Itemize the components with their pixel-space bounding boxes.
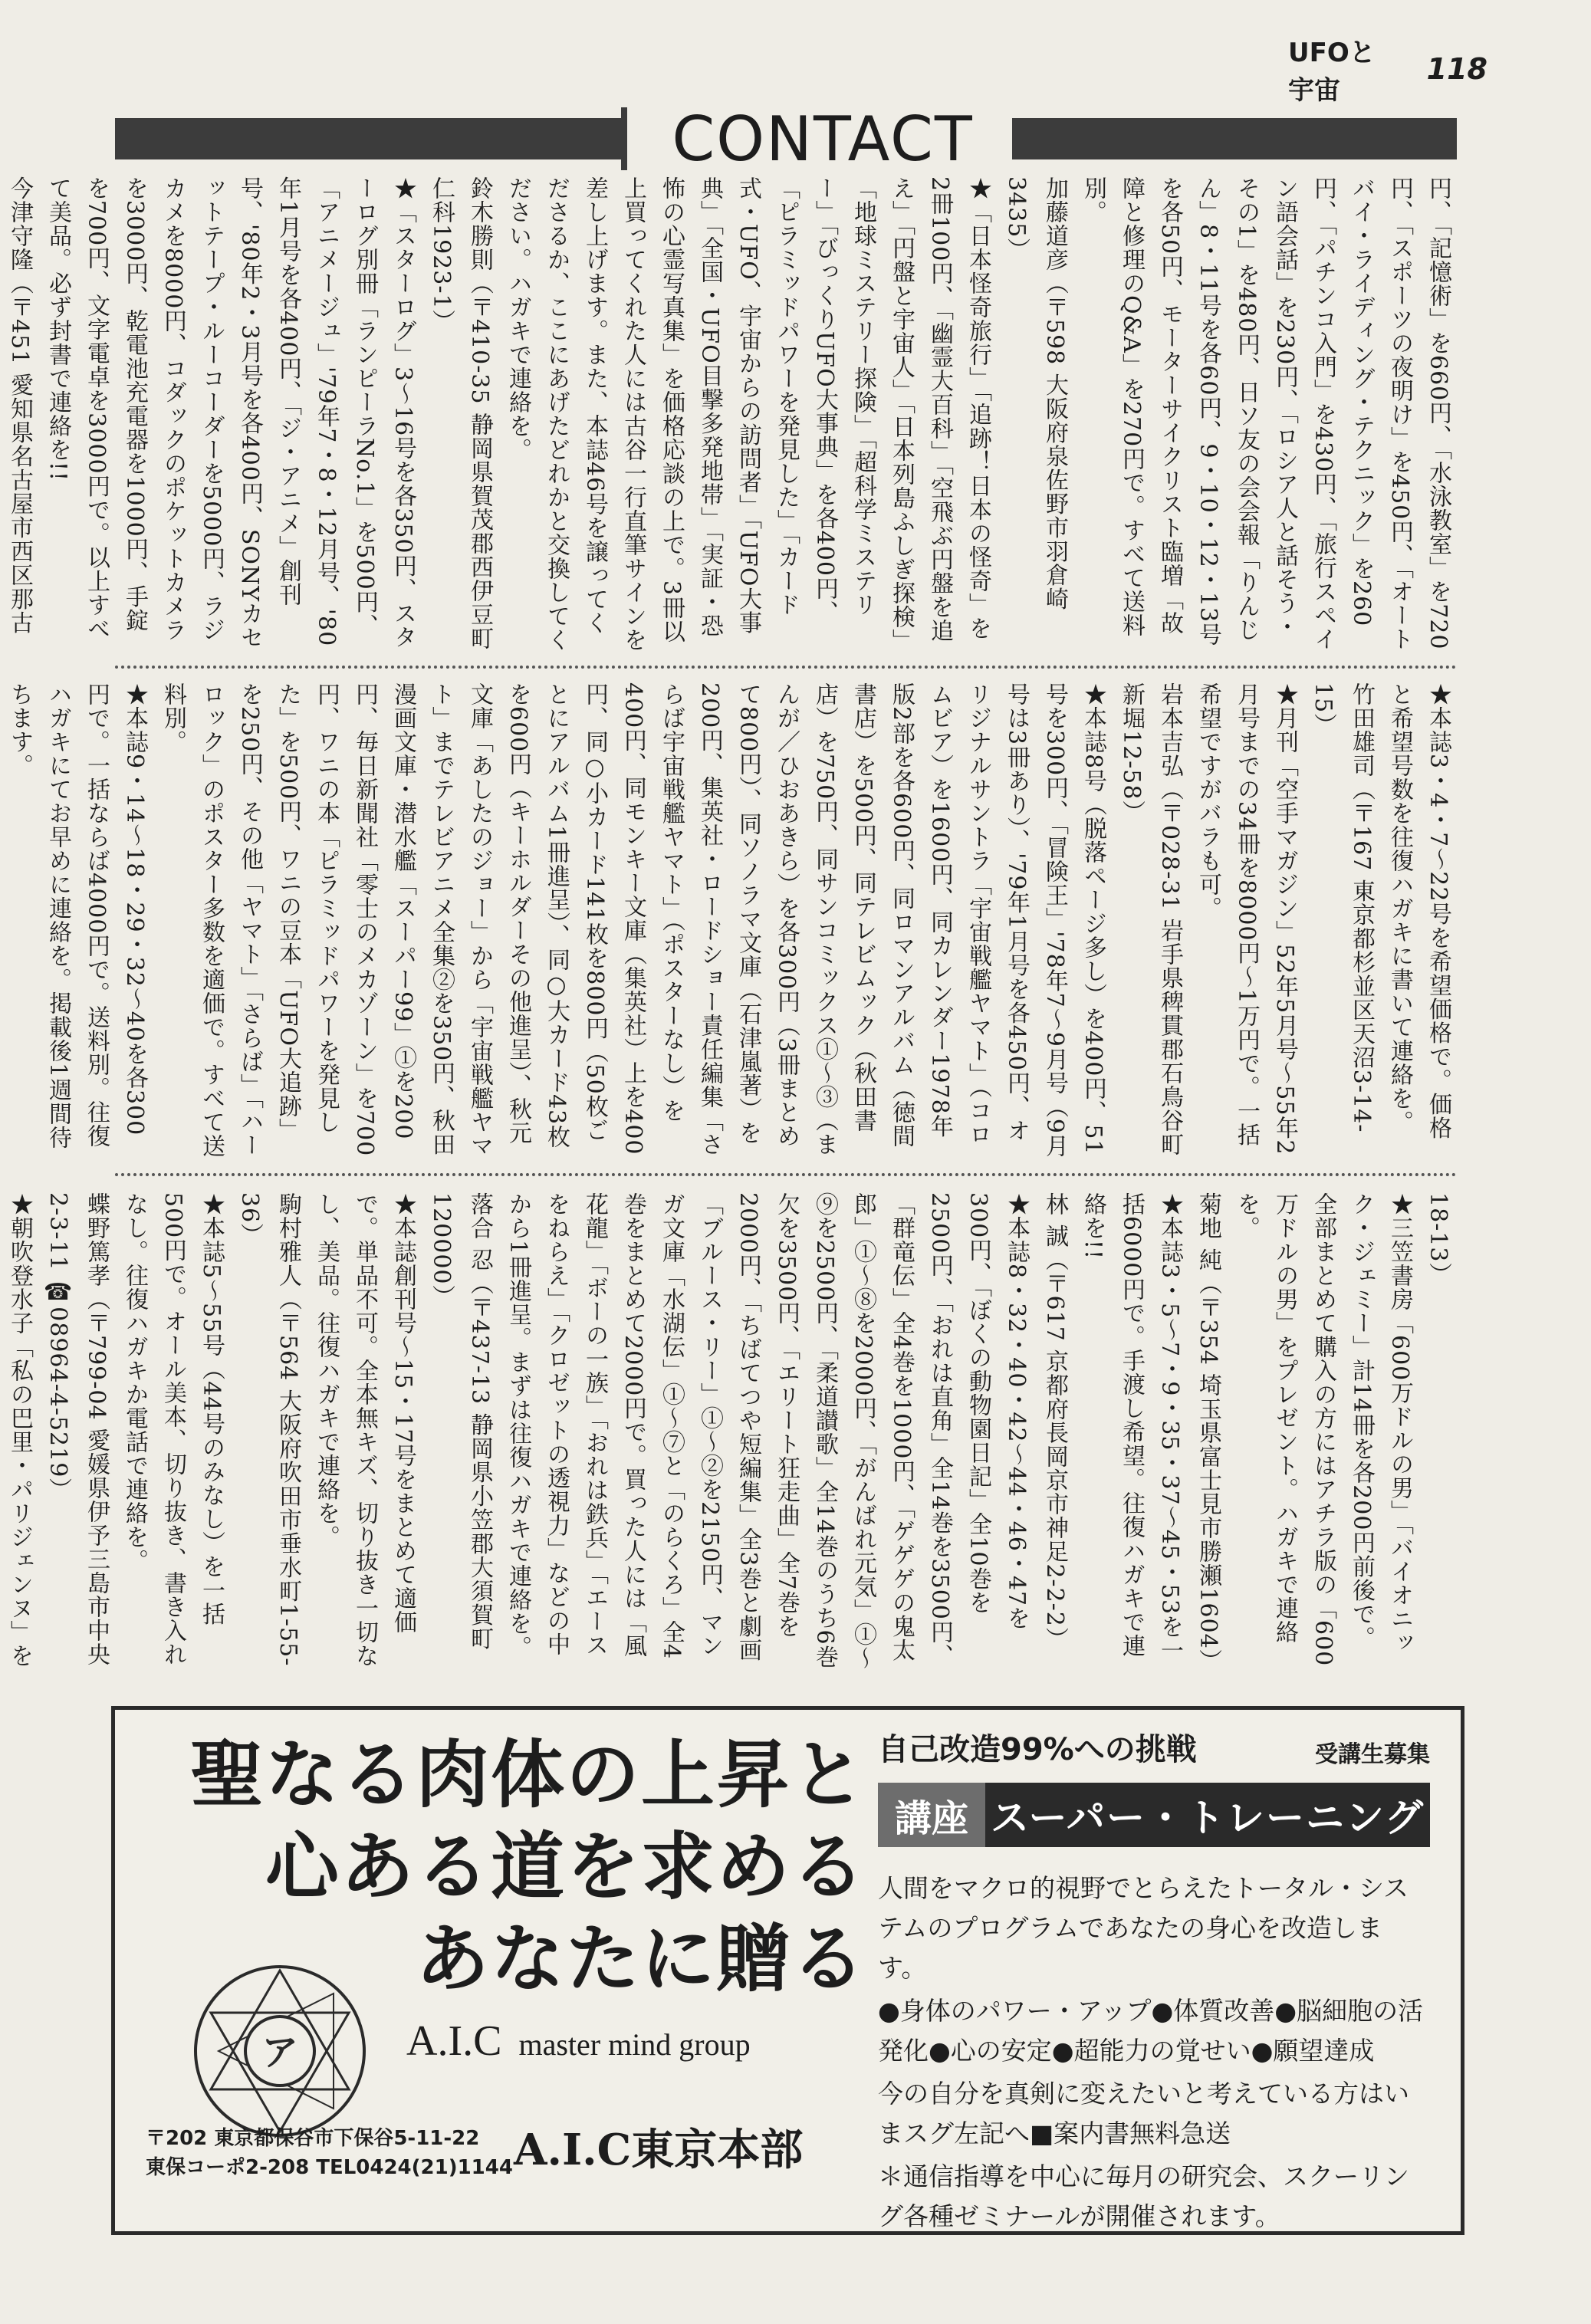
- classified-entry: 円、「記憶術」を660円、「水泳教室」を720円、「スポーツの夜明け」を450円、「オートバイ・ライディング・テクニック」を260円、「パチンコ入門」を430円、「旅行スペイン語会話」を230円、「ロシア人と話そう・その1」を480円、日ソ友の会会報「りんじん」8・11号を各60円、9・10・12・13号を各50円、モーターサイクリスト臨増「故障と修理のQ&A」を270円で。すべて送料別。: [1080, 176, 1451, 652]
- aic-brand: [406, 2017, 751, 2066]
- classifieds-section-1: [6, 176, 1457, 652]
- ad-headline-line: あなたに贈る: [416, 1915, 866, 2002]
- address-line: 〒202 東京都保谷市下保谷5-11-22: [146, 2127, 480, 2150]
- classified-entry: 今津守隆（〒451 愛知県名古屋市西区那古: [6, 176, 33, 635]
- classified-entry: 蝶野篤孝（〒799-04 愛媛県伊予三島市中央2-3-11 ☎08964-4-5219）: [44, 1192, 110, 1667]
- ad-call-to-action: 今の自分を真剣に変えたいと考えている方はいまスグ左記へ■案内書無料急送: [878, 2079, 1409, 2148]
- classifieds-section-3: [6, 1192, 1457, 1673]
- classified-entry: ★本誌8・32・40・42〜44・46・47を300円、「ぼくの動物園日記」全10巻を2500円、「おれは直角」全14巻を3500円、「群竜伝」全4巻を1000円、「ゲゲゲの鬼太郎」①〜⑧を2000円、「がんばれ元気」①〜⑨を2500円、「柔道讃歌」全14巻のうち6巻欠を3500円、「エリート狂走曲」全7巻を2000円、「ちばてつや短編集」全3巻と劇画「ブルース・リー」①〜②を2150円、マンガ文庫「水湖伝」①〜⑦と「のらくろ」全4巻をまとめて2000円で。買った人には「風花龍」「ボーの一族」「おれは鉄兵」「エースをねらえ」「クロゼットの透視力」などの中から1冊進呈。まずは往復ハガキで連絡を。: [505, 1192, 1030, 1671]
- classified-entry: 加藤道彦（〒598 大阪府泉佐野市羽倉崎3435）: [1003, 176, 1068, 611]
- magazine-name: UFOと宇宙: [1288, 38, 1376, 106]
- aic-group-name: A.I.C: [406, 2017, 502, 2065]
- classified-entry: ★「スターログ」3〜16号を各350円、スターログ別冊「ランピーラNo.1」を500円、「アニメージュ」'79年7・8・12月号、'80年1月号を各400円、「ジ・アニメ」創刊号、'80年2・3月号を各400円、SONYカセットテープ・ルーコーダーを5000円、ラジカメを8000円、コダックのポケットカメラを3000円、乾電池充電器を1000円、手錠を700円、文字電卓を3000円で。以上すべて美品。必ず封書で連絡を!!: [44, 176, 416, 650]
- emblem-glyph: ア: [261, 2031, 299, 2074]
- section-divider: [115, 1173, 1457, 1176]
- classified-entry: ★本誌創刊号〜15・17号をまとめて適価で。単品不可。全本無キズ、切り抜き一切なし、美品。往復ハガキで連絡を。: [313, 1192, 416, 1668]
- banner-stripe-right: [1012, 118, 1457, 159]
- classified-entry: ★本誌5〜55号（44号のみなし）を一括500円で。オール美本、切り抜き、書き入れなし。往復ハガキか電話で連絡を。: [121, 1192, 225, 1667]
- ad-address: [146, 2124, 513, 2182]
- ad-note: ＊通信指導を中心に毎月の研究会、スクーリング各種ゼミナールが開催されます。: [878, 2161, 1409, 2231]
- classified-entry: 鈴木勝則（〒410-35 静岡県賀茂郡西伊豆町仁科1923-1）: [428, 176, 493, 651]
- ad-headline-line: 聖なる肉体の上昇と: [190, 1731, 866, 1818]
- classifieds-section-2: [6, 682, 1457, 1158]
- classified-entry: 林 誠（〒617 京都府長岡京市神足2-2-2）: [1041, 1192, 1068, 1651]
- aic-emblem-icon: [188, 1959, 372, 2143]
- section-divider: [115, 666, 1457, 669]
- advertisement-box: [111, 1706, 1464, 2235]
- ad-top-row: [878, 1725, 1430, 1769]
- ad-recruit-label: 受講生募集: [1315, 1741, 1430, 1768]
- ad-description: 人間をマクロ的視野でとらえたトータル・システムのプログラムであなたの身心を改造します。: [878, 1873, 1409, 1983]
- address-line: 東保コーポ2-208 TEL0424(21)1144: [146, 2156, 513, 2179]
- ad-right-column: [878, 1725, 1430, 2240]
- classified-entry: ★「日本怪奇旅行」「追跡！日本の怪奇」を2冊100円、「幽霊大百科」「空飛ぶ円盤を追え」「円盤と宇宙人」「日本列島ふしぎ探検」「地球ミステリー探険」「超科学ミステリー」「びっくりUFO大事典」を各400円、「ピラミッドパワーを発見した」「カード式・UFO、宇宙からの訪問者」「UFO大事典」「全国・UFO目撃多発地帯」「実証・恐怖の心霊写真集」を価格応談の上で。3冊以上買ってくれた人には古谷一行直筆サインを差し上げます。また、本誌46号を譲ってくださるか、ここにあげたどれかと交換してください。ハガキで連絡を。: [505, 176, 991, 652]
- ad-features: ●身体のパワー・アップ●体質改善●脳細胞の活発化●心の安定●超能力の覚せい●願望達成: [878, 1996, 1424, 2066]
- page-header: [1288, 38, 1487, 106]
- classified-entry: ★本誌3・4・7〜22号を希望価格で。価格と希望号数を往復ハガキに書いて連絡を。: [1386, 682, 1451, 1140]
- course-title: スーパー・トレーニング: [985, 1783, 1430, 1847]
- classified-entry: 駒村雅人（〒564 大阪府吹田市垂水町1-55-36）: [236, 1192, 301, 1667]
- classified-entry: 落合 忍（〒437-13 静岡県小笠郡大須賀町120000）: [428, 1192, 493, 1651]
- classified-entry: 竹田雄司（〒167 東京都杉並区天沼3-14-15）: [1310, 682, 1375, 1133]
- ad-tagline: 自己改造99%への挑戦: [878, 1732, 1197, 1767]
- ad-office-name: A.I.C東京本部: [514, 2125, 804, 2175]
- aic-group-subtitle: master mind group: [518, 2027, 751, 2062]
- classified-entry: ★本誌3・5〜7・9・35・37〜45・53を一括6000円で。手渡し希望。往復ハガキで連絡を!!: [1080, 1192, 1183, 1663]
- classified-entry: ★本誌9・14〜18・29・32〜40を各300円で。一括ならば4000円で。送料別。往復ハガキにてお早めに連絡を。掲載後1週間待ちます。: [6, 682, 148, 1150]
- classified-entry: ★月刊「空手マガジン」52年5月号〜55年2月号までの34冊を8000円〜1万円で。一括希望ですがバラも可。: [1195, 682, 1298, 1155]
- banner-stripe-left: [115, 118, 621, 159]
- classified-entry: 菊地 純（〒354 埼玉県富士見市勝瀬1604）: [1195, 1192, 1221, 1673]
- classified-entry: 18-13）: [1425, 1192, 1451, 1287]
- ad-headline-line: 心ある道を求める: [265, 1823, 866, 1910]
- classified-entry: ★三笠書房「600万ドルの男」「バイオニック・ジェミー」計14冊を各200円前後で。全部まとめて購入の方にはアチラ版の「600万ドルの男」をプレゼント。ハガキで連絡を。: [1233, 1192, 1413, 1667]
- classified-entry: ★朝吹登水子「私の巴里・パリジェンヌ」を: [6, 1192, 33, 1668]
- contact-title: CONTACT: [621, 107, 1018, 170]
- classified-entry: 岩本吉弘（〒028-31 岩手県稗貫郡石鳥谷町新堀12-58）: [1118, 682, 1183, 1157]
- course-label: 講座: [878, 1783, 985, 1847]
- page-number: 118: [1426, 52, 1487, 86]
- contact-banner: [115, 103, 1457, 175]
- course-banner: [878, 1783, 1430, 1847]
- ad-body-text: [878, 1869, 1430, 2237]
- classified-entry: ★本誌8号（脱落ページ多し）を400円、51号を300円、「冒険王」'78年7〜9月号（9月号は3冊あり）、'79年1月号を各450円、オリジナルサントラ「宇宙戦艦ヤマト」（コロムビア）を1600円、同カレンダー1978年版2部を各600円、同ロマンアルバム（徳間書店）を500円、同テレビムック（秋田書店）を750円、同サンコミックス①〜③（まんが／ひおあきら）を各300円（3冊まとめて800円）、同ソノラマ文庫（石津嵐著）を200円、集英社・ロードショー責任編集「さらば宇宙戦艦ヤマト」（ポスターなし）を400円、同モンキー文庫（集英社）上を400円、同○小カード141枚を800円（50枚ごとにアルバム1冊進呈）、同○大カード43枚を600円（キーホルダーその他進呈）、秋元文庫「あしたのジョー」から「宇宙戦艦ヤマト」までテレビアニメ全集②を350円、秋田漫画文庫・潜水艦「スーパー99」①を200円、毎日新聞社「零士のメカゾーン」を700円、ワニの本「ピラミッドパワーを発見した」を500円、ワニの豆本「UFO大追跡」を250円、その他「ヤマト」「さらば」「ハーロック」のポスター多数を適価で。すべて送料別。: [159, 682, 1106, 1158]
